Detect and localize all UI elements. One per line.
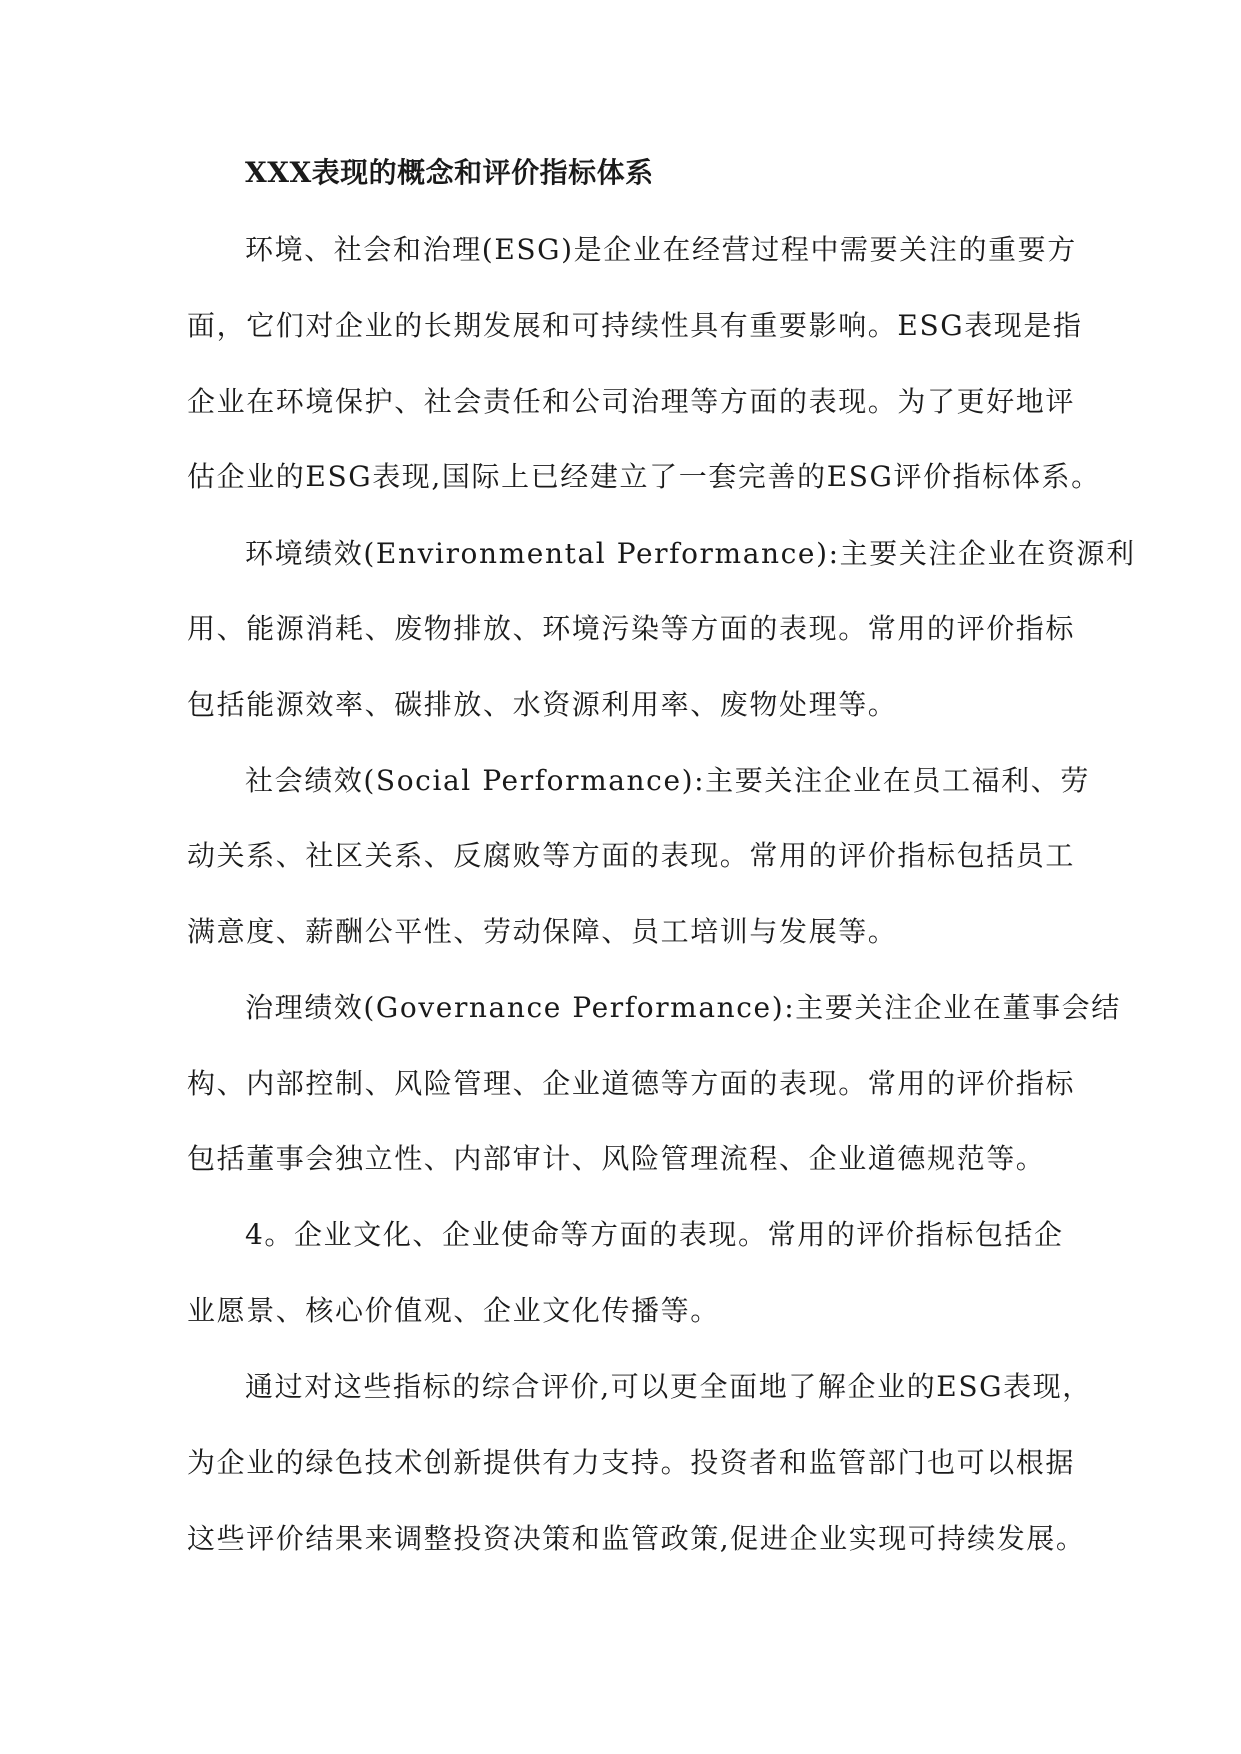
paragraph-line: 包括董事会独立性、内部审计、风险管理流程、企业道德规范等。 [187, 1142, 1046, 1175]
paragraph-line: 构、内部控制、风险管理、企业道德等方面的表现。常用的评价指标 [187, 1067, 1076, 1100]
paragraph-line: 包括能源效率、碳排放、水资源利用率、废物处理等。 [187, 688, 898, 721]
paragraph-line: 企业在环境保护、社会责任和公司治理等方面的表现。为了更好地评 [187, 385, 1076, 418]
paragraph-line: 通过对这些指标的综合评价,可以更全面地了解企业的ESG表现， [245, 1370, 1092, 1403]
paragraph-line: 用、能源消耗、废物排放、环境污染等方面的表现。常用的评价指标 [187, 612, 1076, 645]
paragraph-line: 治理绩效(Governance Performance):主要关注企业在董事会结 [245, 991, 1121, 1024]
paragraph-line: 动关系、社区关系、反腐败等方面的表现。常用的评价指标包括员工 [187, 839, 1076, 872]
paragraph-line: 环境、社会和治理(ESG)是企业在经营过程中需要关注的重要方 [245, 233, 1077, 266]
paragraph-line: 满意度、薪酬公平性、劳动保障、员工培训与发展等。 [187, 915, 898, 948]
paragraph-line: 面，它们对企业的长期发展和可持续性具有重要影响。ESG表现是指 [187, 309, 1083, 342]
paragraph-line: 环境绩效(Environmental Performance):主要关注企业在资源利 [245, 537, 1136, 570]
paragraph-line: 社会绩效(Social Performance):主要关注企业在员工福利、劳 [245, 764, 1090, 797]
paragraph-line: 这些评价结果来调整投资决策和监管政策,促进企业实现可持续发展。 [187, 1522, 1086, 1555]
document-title: XXX表现的概念和评价指标体系 [245, 156, 654, 189]
paragraph-line: 业愿景、核心价值观、企业文化传播等。 [187, 1294, 720, 1327]
paragraph-line: 为企业的绿色技术创新提供有力支持。投资者和监管部门也可以根据 [187, 1446, 1076, 1479]
paragraph-line: 估企业的ESG表现,国际上已经建立了一套完善的ESG评价指标体系。 [187, 460, 1101, 493]
paragraph-line: 4。企业文化、企业使命等方面的表现。常用的评价指标包括企 [245, 1218, 1064, 1251]
